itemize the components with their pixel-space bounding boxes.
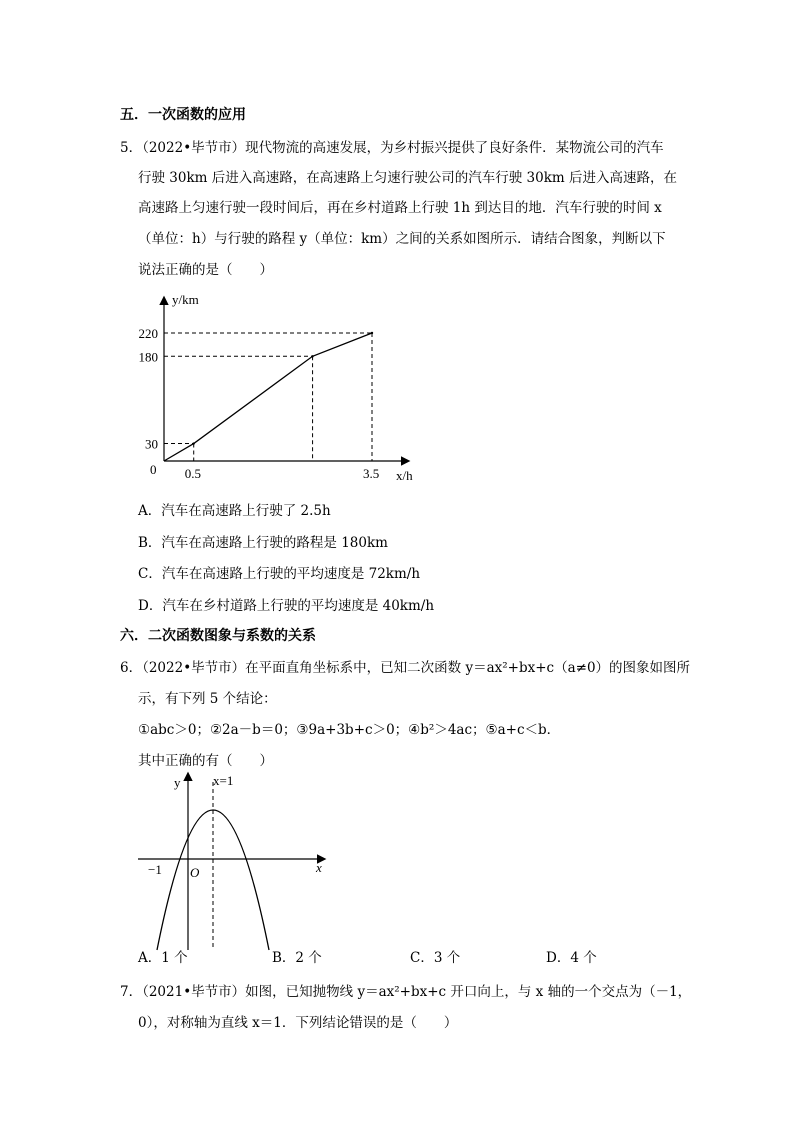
- q5-line5: 说法正确的是（ ）: [138, 262, 273, 278]
- q5-option-d: D．汽车在乡村道路上行驶的平均速度是 40km/h: [138, 598, 435, 614]
- q6-line4: 其中正确的有（ ）: [138, 753, 273, 769]
- q6-option-b: B．2 个: [272, 950, 322, 966]
- q6-line2: 示，有下列 5 个结论：: [138, 691, 277, 707]
- x-tick-label-0: 0.5: [184, 466, 201, 481]
- q6-option-c: C．3 个: [410, 950, 461, 966]
- q5-option-a: A．汽车在高速路上行驶了 2.5h: [138, 503, 331, 519]
- q6-line3: ①abc＞0；②2a－b＝0；③9a+3b+c＞0；④b²＞4ac；⑤a+c＜b．: [138, 722, 561, 738]
- symmetry-label: x=1: [213, 773, 234, 788]
- section6-heading: 六．二次函数图象与系数的关系: [120, 628, 316, 644]
- parabola-y-label: y: [174, 775, 181, 790]
- section5-heading: 五．一次函数的应用: [120, 107, 246, 123]
- q7-line2: 0），对称轴为直线 x＝1．下列结论错误的是（ ）: [138, 1015, 458, 1031]
- q5-line4: （单位：h）与行驶的路程 y（单位：km）之间的关系如图所示．请结合图象，判断以下: [138, 231, 666, 247]
- q6-option-a: A．1 个: [138, 950, 188, 966]
- y-axis-label: y/km: [172, 292, 199, 307]
- q5-line1: 5．（2022•毕节市）现代物流的高速发展，为乡村振兴提供了良好条件．某物流公司的汽车: [120, 140, 664, 156]
- q5-option-b: B．汽车在高速路上行驶的路程是 180km: [138, 535, 388, 551]
- q5-option-c: C．汽车在高速路上行驶的平均速度是 72km/h: [138, 566, 421, 582]
- x-tick-label-1: 3.5: [363, 466, 380, 481]
- q6-option-d: D．4 个: [546, 950, 597, 966]
- parabola-x-label: x: [316, 860, 322, 875]
- y-tick-label-2: 220: [138, 326, 158, 341]
- y-tick-label-0: 30: [145, 436, 158, 452]
- neg-one-label: −1: [148, 862, 162, 877]
- q6-line1: 6．（2022•毕节市）在平面直角坐标系中，已知二次函数 y＝ax²+bx+c（a≠0）的图象如图所: [120, 660, 691, 676]
- q7-line1: 7．（2021•毕节市）如图，已知抛物线 y＝ax²+bx+c 开口向上，与 x 轴的一个交点为（－1，: [120, 984, 692, 1000]
- origin-label: 0: [150, 462, 157, 477]
- y-tick-label-1: 180: [138, 349, 158, 365]
- q5-line3: 高速路上匀速行驶一段时间后，再在乡村道路上行驶 1h 到达目的地．汽车行驶的时间 x: [138, 200, 662, 216]
- q5-line2: 行驶 30km 后进入高速路，在高速路上匀速行驶公司的汽车行驶 30km 后进入高速路，在: [138, 170, 677, 186]
- x-axis-label: x/h: [396, 468, 413, 483]
- parabola-origin-label: O: [190, 865, 200, 880]
